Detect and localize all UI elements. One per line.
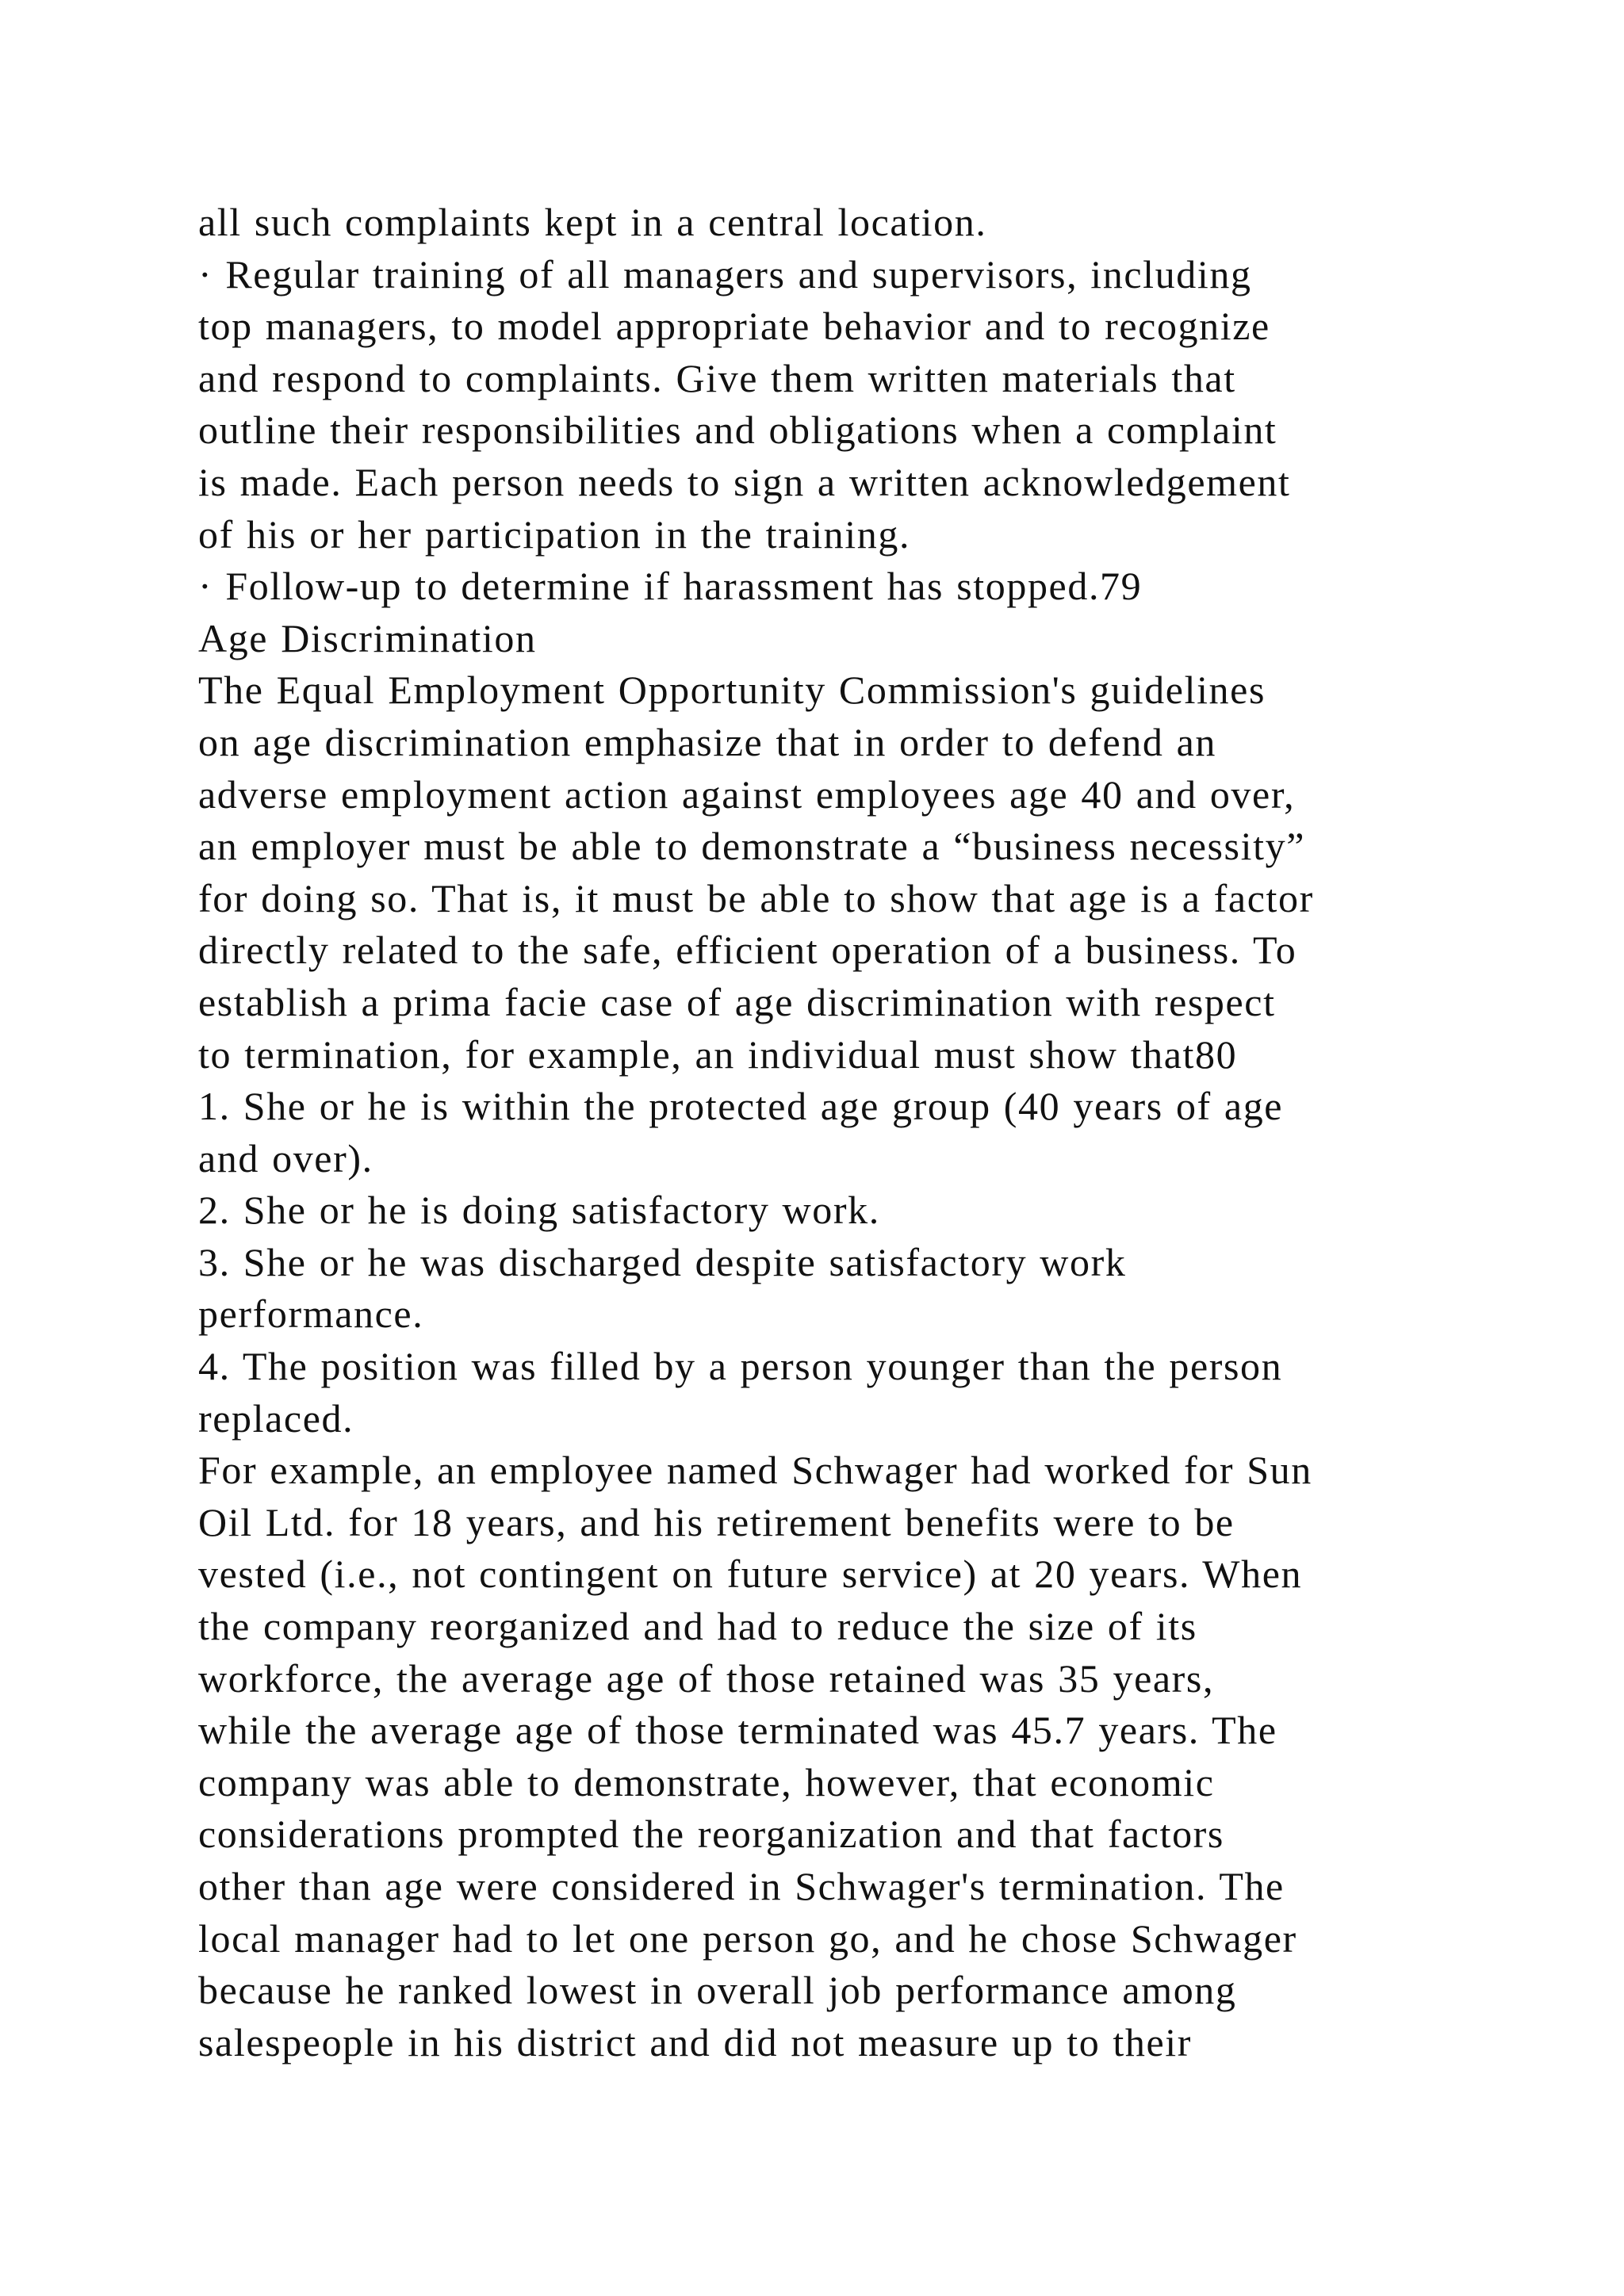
text-line: while the average age of those terminated was 45.7 years. The (198, 1708, 1277, 1753)
text-line: company was able to demonstrate, however, that economic (198, 1759, 1215, 1804)
text-line: local manager had to let one person go, and he chose Schwager (198, 1915, 1297, 1961)
text-line: adverse employment action against employees age 40 and over, (198, 771, 1296, 817)
text-line: 1. She or he is within the protected age group (40 years of age (198, 1084, 1284, 1129)
section-heading: Age Discrimination (198, 615, 537, 660)
text-line: replaced. (198, 1395, 354, 1441)
text-line: because he ranked lowest in overall job performance among (198, 1968, 1237, 2013)
text-line: vested (i.e., not contingent on future service) at 20 years. When (198, 1552, 1303, 1597)
text-line: performance. (198, 1292, 424, 1337)
text-line: on age discrimination emphasize that in order to defend an (198, 719, 1217, 764)
text-line: and over). (198, 1135, 373, 1181)
text-line: for doing so. That is, it must be able to show that age is a factor (198, 875, 1314, 920)
text-line: is made. Each person needs to sign a written acknowledgement (198, 459, 1291, 504)
text-line: · Regular training of all managers and supervisors, including (198, 251, 1252, 297)
text-line: to termination, for example, an individual must show that80 (198, 1031, 1238, 1077)
text-line: 3. She or he was discharged despite satisfactory work (198, 1239, 1127, 1284)
text-line: considerations prompted the reorganization and that factors (198, 1812, 1224, 1857)
text-line: top managers, to model appropriate behavior and to recognize (198, 304, 1270, 349)
text-line: 4. The position was filled by a person younger than the person (198, 1344, 1283, 1389)
text-line: Oil Ltd. for 18 years, and his retirement benefits were to be (198, 1499, 1235, 1544)
text-line: 2. She or he is doing satisfactory work. (198, 1188, 880, 1233)
text-line: an employer must be able to demonstrate a “business necessity” (198, 824, 1305, 869)
text-line: the company reorganized and had to reduce the size of its (198, 1604, 1197, 1649)
text-line: The Equal Employment Opportunity Commission's guidelines (198, 668, 1266, 713)
text-line: · Follow-up to determine if harassment has stopped.79 (198, 564, 1143, 609)
text-line: salespeople in his district and did not measure up to their (198, 2019, 1193, 2064)
text-line: For example, an employee named Schwager had worked for Sun (198, 1448, 1312, 1493)
text-line: establish a prima facie case of age discrimination with respect (198, 979, 1276, 1024)
text-line: and respond to complaints. Give them written materials that (198, 355, 1236, 400)
text-line: all such complaints kept in a central location. (198, 200, 987, 244)
text-line: workforce, the average age of those retained was 35 years, (198, 1655, 1215, 1701)
text-line: outline their responsibilities and obligations when a complaint (198, 408, 1277, 453)
text-line: directly related to the safe, efficient operation of a business. To (198, 928, 1297, 973)
text-line: of his or her participation in the training. (198, 511, 911, 557)
text-line: other than age were considered in Schwager's termination. The (198, 1864, 1285, 1908)
document-text (198, 197, 1467, 2068)
